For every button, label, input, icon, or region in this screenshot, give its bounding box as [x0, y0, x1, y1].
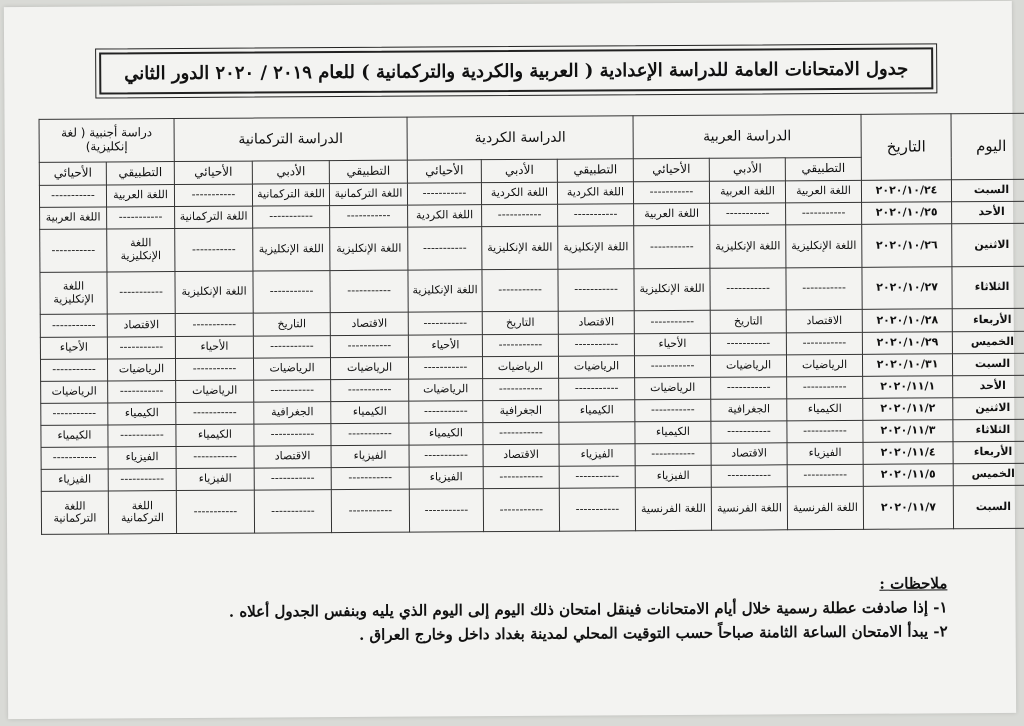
subject-cell: الرياضيات: [330, 357, 408, 380]
subject-cell: الفيزياء: [41, 469, 108, 492]
subject-cell: الفيزياء: [108, 447, 176, 470]
subject-cell: -----------: [634, 225, 710, 268]
subject-cell: -----------: [786, 332, 862, 355]
subject-cell: اللغة الفرنسية: [711, 487, 787, 530]
date-cell: ٢٠٢٠/١١/٤: [863, 442, 953, 465]
subheader-literary: الأدبي: [481, 159, 557, 182]
subject-cell: الأحياء: [175, 336, 253, 359]
subject-cell: -----------: [558, 269, 634, 312]
subject-cell: -----------: [39, 185, 106, 208]
subject-cell: الفيزياء: [176, 468, 254, 491]
subject-cell: الفيزياء: [409, 467, 483, 490]
subject-cell: الفيزياء: [559, 444, 635, 467]
day-cell: الثلاثاء: [952, 266, 1024, 309]
subject-cell: اللغة الكردية: [408, 205, 482, 228]
subject-cell: اللغة العربية: [785, 180, 861, 203]
day-cell: السبت: [951, 179, 1024, 202]
header-turkmen-study: الدراسة التركمانية: [174, 117, 407, 161]
subject-cell: الكيمياء: [635, 421, 711, 444]
page-title: جدول الامتحانات العامة للدراسة الإعدادية ( العربية والكردية والتركمانية ) للعام ٢٠١٩ / ٢٠٢٠ الدور الثاني: [99, 47, 933, 94]
subject-cell: -----------: [108, 425, 176, 448]
day-cell: الأربعاء: [952, 309, 1024, 332]
subject-cell: -----------: [331, 489, 409, 532]
date-cell: ٢٠٢٠/١٠/٢٥: [862, 202, 952, 225]
subject-cell: -----------: [408, 312, 482, 335]
subject-cell: -----------: [710, 332, 786, 355]
subject-cell: اللغة العربية: [709, 181, 785, 204]
subject-cell: الاقتصاد: [786, 310, 862, 333]
subject-cell: -----------: [483, 422, 559, 445]
subject-cell: الأحياء: [408, 334, 482, 357]
subject-cell: -----------: [174, 184, 252, 207]
subject-cell: -----------: [711, 465, 787, 488]
subject-cell: -----------: [482, 334, 558, 357]
subject-cell: -----------: [253, 270, 330, 313]
day-cell: الاثنين: [952, 224, 1024, 267]
subject-cell: -----------: [330, 270, 408, 313]
subject-cell: اللغة الإنكليزية: [175, 271, 253, 314]
subject-cell: -----------: [409, 445, 483, 468]
subject-cell: الكيمياء: [331, 401, 409, 424]
subheader-applied: التطبيقي: [329, 160, 407, 183]
subject-cell: -----------: [482, 204, 558, 227]
note-item: ٢- يبدأ الامتحان الساعة الثامنة صباحاً حسب التوقيت المحلي لمدينة بغداد داخل وخارج العراق .: [358, 622, 948, 644]
subject-cell: -----------: [176, 490, 254, 533]
date-cell: ٢٠٢٠/١١/٢: [863, 398, 953, 421]
subject-cell: الرياضيات: [558, 355, 634, 378]
subject-cell: اللغة العربية: [106, 185, 174, 208]
subject-cell: -----------: [559, 488, 635, 531]
subject-cell: الرياضيات: [41, 381, 108, 404]
day-cell: الأحد: [952, 201, 1024, 224]
subject-cell: -----------: [108, 380, 176, 403]
header-arabic-study: الدراسة العربية: [633, 114, 861, 158]
subject-cell: -----------: [635, 399, 711, 422]
subject-cell: الرياضيات: [482, 356, 558, 379]
subject-cell: -----------: [175, 314, 253, 337]
header-foreign-study: دراسة أجنبية ( لغة إنكليزية): [39, 119, 174, 163]
subject-cell: اللغة الكردية: [557, 182, 633, 205]
subheader-literary: الأدبي: [709, 158, 785, 181]
subject-cell: -----------: [408, 227, 482, 270]
day-cell: السبت: [953, 486, 1024, 529]
subject-cell: -----------: [176, 446, 254, 469]
subject-cell: -----------: [711, 421, 787, 444]
subject-cell: -----------: [107, 207, 175, 230]
subject-cell: الاقتصاد: [330, 313, 408, 336]
subject-cell: -----------: [711, 377, 787, 400]
subject-cell: اللغة التركمانية: [108, 491, 176, 534]
day-cell: الثلاثاء: [953, 419, 1024, 442]
header-date: التاريخ: [861, 114, 951, 181]
subject-cell: الجغرافية: [254, 401, 331, 424]
day-cell: الخميس: [952, 331, 1024, 354]
subject-cell: -----------: [787, 420, 863, 443]
subject-cell: -----------: [786, 267, 862, 310]
subject-cell: اللغة الإنكليزية: [253, 228, 330, 271]
subject-cell: الاقتصاد: [558, 311, 634, 334]
header-day: اليوم: [951, 113, 1024, 179]
subject-cell: -----------: [108, 469, 176, 492]
date-cell: ٢٠٢٠/١١/٧: [863, 486, 953, 529]
subject-cell: اللغة الإنكليزية: [710, 225, 786, 268]
subject-cell: الاقتصاد: [254, 446, 331, 469]
subject-cell: -----------: [331, 423, 409, 446]
date-cell: ٢٠٢٠/١٠/٢٧: [862, 267, 952, 310]
subject-cell: التاريخ: [710, 310, 786, 333]
subject-cell: الفيزياء: [635, 465, 711, 488]
day-cell: الاثنين: [953, 397, 1024, 420]
day-cell: الأحد: [953, 375, 1024, 398]
subject-cell: -----------: [107, 336, 175, 359]
subject-cell: الرياضيات: [635, 377, 711, 400]
subject-cell: -----------: [331, 467, 409, 490]
date-cell: ٢٠٢٠/١٠/٢٤: [861, 180, 951, 203]
subject-cell: اللغة العربية: [40, 207, 107, 230]
subject-cell: [559, 422, 635, 445]
subject-cell: -----------: [175, 358, 253, 381]
subject-cell: الأحياء: [634, 333, 710, 356]
day-cell: السبت: [952, 353, 1024, 376]
subject-cell: -----------: [330, 335, 408, 358]
subject-cell: الرياضيات: [107, 358, 175, 381]
subject-cell: -----------: [41, 447, 108, 470]
date-cell: ٢٠٢٠/١٠/٢٩: [862, 331, 952, 354]
subject-cell: الكيمياء: [409, 423, 483, 446]
subject-cell: اللغة الإنكليزية: [786, 225, 862, 268]
header-kurdish-study: الدراسة الكردية: [407, 116, 633, 160]
table-row: [40, 266, 1024, 315]
subject-cell: اللغة الإنكليزية: [408, 269, 482, 312]
date-cell: ٢٠٢٠/١٠/٢٨: [862, 309, 952, 332]
subject-cell: -----------: [483, 466, 559, 489]
date-cell: ٢٠٢٠/١١/٣: [863, 420, 953, 443]
subject-cell: الكيمياء: [41, 425, 108, 448]
subject-cell: الرياضيات: [409, 378, 483, 401]
date-cell: ٢٠٢٠/١١/١: [863, 376, 953, 399]
subject-cell: -----------: [330, 205, 408, 228]
subject-cell: -----------: [175, 228, 253, 271]
subject-cell: -----------: [786, 202, 862, 225]
subject-cell: اللغة التركمانية: [329, 183, 407, 206]
subject-cell: اللغة العربية: [634, 203, 710, 226]
subject-cell: -----------: [254, 424, 331, 447]
table-row: [41, 486, 1024, 535]
exam-schedule-table: [39, 113, 1024, 535]
subject-cell: -----------: [710, 268, 786, 311]
subject-cell: -----------: [483, 378, 559, 401]
subject-cell: اللغة الفرنسية: [635, 488, 711, 531]
subject-cell: الرياضيات: [176, 380, 254, 403]
subject-cell: -----------: [40, 314, 107, 337]
subject-cell: -----------: [634, 311, 710, 334]
subject-cell: -----------: [409, 489, 483, 532]
subheader-biological: الأحيائي: [407, 160, 481, 183]
subject-cell: الاقتصاد: [483, 444, 559, 467]
subject-cell: الفيزياء: [331, 445, 409, 468]
subject-cell: الفيزياء: [787, 442, 863, 465]
subject-cell: التاريخ: [482, 312, 558, 335]
subject-cell: -----------: [559, 378, 635, 401]
subject-cell: الرياضيات: [253, 357, 330, 380]
notes-section: [67, 571, 947, 648]
subject-cell: -----------: [634, 355, 710, 378]
subject-cell: الكيمياء: [176, 424, 254, 447]
subject-cell: -----------: [40, 229, 107, 272]
subject-cell: الأحياء: [40, 337, 107, 360]
subject-cell: الاقتصاد: [711, 443, 787, 466]
subject-cell: -----------: [409, 401, 483, 424]
subject-cell: اللغة الإنكليزية: [40, 272, 107, 315]
subject-cell: -----------: [787, 376, 863, 399]
subject-cell: -----------: [558, 333, 634, 356]
subject-cell: اللغة الفرنسية: [787, 487, 863, 530]
schedule-body: [39, 179, 1024, 534]
subject-cell: اللغة التركمانية: [252, 184, 329, 207]
date-cell: ٢٠٢٠/١٠/٣١: [863, 353, 953, 376]
subheader-biological: الأحيائي: [39, 162, 106, 185]
subheader-literary: الأدبي: [252, 161, 329, 184]
date-cell: ٢٠٢٠/١٠/٢٦: [862, 224, 952, 267]
subject-cell: -----------: [558, 204, 634, 227]
subject-cell: -----------: [107, 271, 175, 314]
subheader-biological: الأحيائي: [174, 161, 252, 184]
subject-cell: الجغرافية: [711, 399, 787, 422]
subject-cell: -----------: [787, 465, 863, 488]
subject-cell: اللغة التركمانية: [41, 491, 108, 534]
subject-cell: اللغة الإنكليزية: [330, 227, 408, 270]
subheader-biological: الأحيائي: [633, 158, 709, 181]
subject-cell: -----------: [482, 269, 558, 312]
subject-cell: -----------: [407, 183, 481, 206]
exam-sheet: [4, 1, 1016, 719]
subject-cell: -----------: [40, 359, 107, 382]
subject-cell: -----------: [483, 489, 559, 532]
subject-cell: -----------: [559, 466, 635, 489]
subheader-applied: التطبيقي: [557, 159, 633, 182]
subject-cell: اللغة الإنكليزية: [107, 229, 175, 272]
subject-cell: الرياضيات: [787, 354, 863, 377]
subject-cell: -----------: [41, 403, 108, 426]
subject-cell: الكيمياء: [559, 400, 635, 423]
notes-heading: ملاحظات :: [879, 574, 948, 593]
subject-cell: -----------: [408, 356, 482, 379]
subject-cell: -----------: [254, 490, 331, 533]
day-cell: الخميس: [953, 464, 1024, 487]
subject-cell: اللغة الإنكليزية: [634, 268, 710, 311]
subject-cell: الرياضيات: [711, 354, 787, 377]
subject-cell: -----------: [254, 468, 331, 491]
subject-cell: -----------: [633, 181, 709, 204]
subject-cell: -----------: [253, 335, 330, 358]
subject-cell: الجغرافية: [483, 400, 559, 423]
subject-cell: اللغة الإنكليزية: [558, 226, 634, 269]
subject-cell: -----------: [253, 206, 330, 229]
subject-cell: الكيمياء: [108, 402, 176, 425]
table-row: [40, 224, 1024, 273]
subheader-applied: التطبيقي: [106, 162, 174, 185]
date-cell: ٢٠٢٠/١١/٥: [863, 464, 953, 487]
subject-cell: اللغة التركمانية: [175, 206, 253, 229]
note-item: ١- إذا صادفت عطلة رسمية خلال أيام الامتحانات فينقل امتحان ذلك اليوم إلى اليوم الذي يليه وبنفس الجدول أعلاه .: [228, 598, 948, 621]
subject-cell: -----------: [635, 443, 711, 466]
subject-cell: -----------: [331, 379, 409, 402]
subheader-applied: التطبيقي: [785, 157, 861, 180]
subject-cell: التاريخ: [253, 313, 330, 336]
subject-cell: اللغة الكردية: [481, 182, 557, 205]
subject-cell: الاقتصاد: [107, 314, 175, 337]
subject-cell: -----------: [176, 402, 254, 425]
subject-cell: الكيمياء: [787, 398, 863, 421]
day-cell: الأربعاء: [953, 441, 1024, 464]
subject-cell: -----------: [254, 379, 331, 402]
subject-cell: اللغة الإنكليزية: [482, 226, 558, 269]
subject-cell: -----------: [710, 203, 786, 226]
